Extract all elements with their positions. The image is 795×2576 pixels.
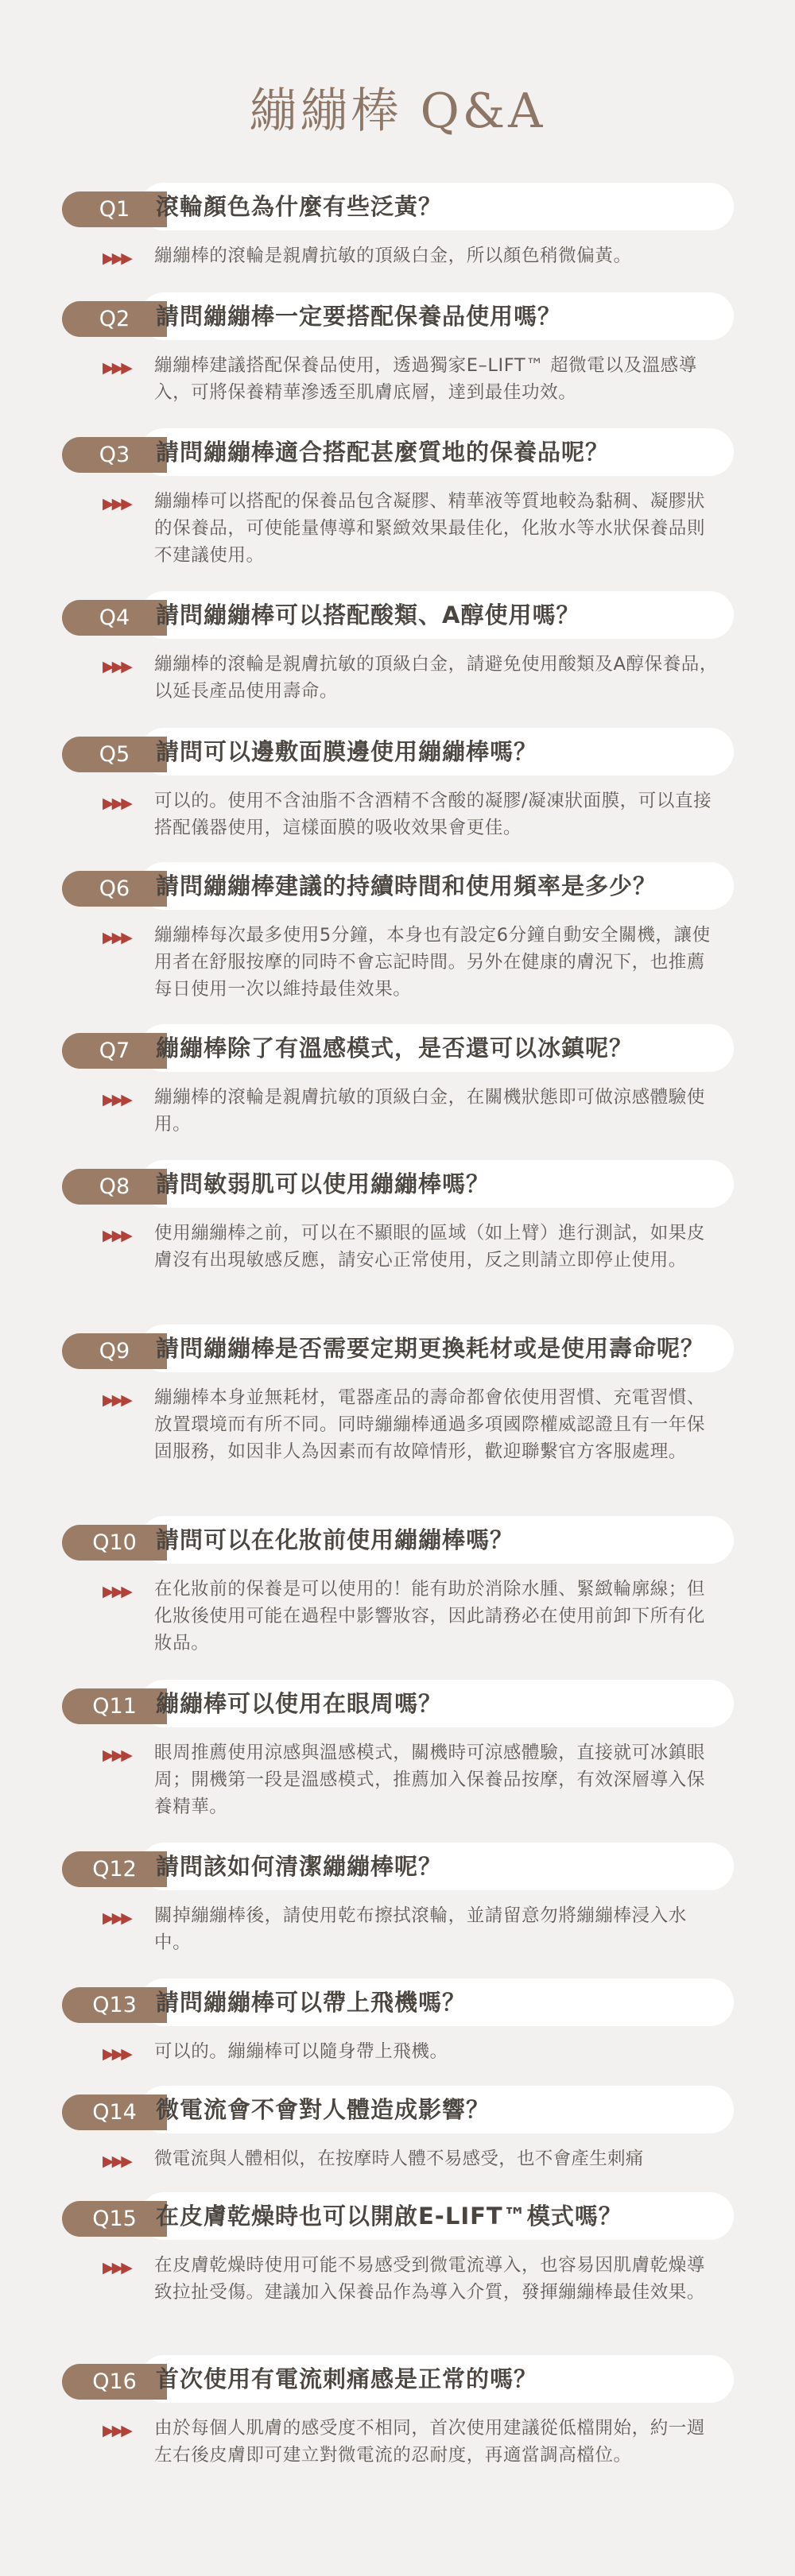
question-text: 在皮膚乾燥時也可以開啟E-LIFT™模式嗎？ xyxy=(156,2203,622,2230)
question-text: 請問可以在化妝前使用繃繃棒嗎？ xyxy=(156,1526,514,1553)
page-title: 繃繃棒 Q&A xyxy=(249,83,546,139)
answer-text: 在化妝前的保養是可以使用的！能有助於消除水腫、緊緻輪廓線；但化妝後使用可能在過程中影響妝容，因此請務必在使用前卸下所有化妝品。 xyxy=(154,1579,706,1654)
question-row xyxy=(62,292,734,340)
answer-text: 由於每個人肌膚的感受度不相同，首次使用建議從低檔開始，約一週左右後皮膚即可建立對微電流的忍耐度，再適當調高檔位。 xyxy=(154,2418,706,2466)
arrow-bullet-icon: ▶▶▶ xyxy=(103,1227,130,1244)
question-number-badge: Q11 xyxy=(62,1688,167,1724)
answer-text: 使用繃繃棒之前，可以在不顯眼的區域（如上臂）進行測試，如果皮膚沒有出現敏感反應，請安心正常使用，反之則請立即停止使用。 xyxy=(154,1223,706,1271)
question-row xyxy=(62,862,734,910)
question-number-badge: Q1 xyxy=(62,191,167,227)
question-text: 滾輪顏色為什麼有些泛黃？ xyxy=(156,193,443,220)
arrow-bullet-icon: ▶▶▶ xyxy=(103,2045,130,2063)
answer-text: 可以的。使用不含油脂不含酒精不含酸的凝膠/凝凍狀面膜，可以直接搭配儀器使用，這樣面膜的吸收效果會更佳。 xyxy=(154,791,712,838)
question-row xyxy=(62,2355,734,2403)
question-row xyxy=(62,428,734,476)
answer-text: 繃繃棒可以搭配的保養品包含凝膠、精華液等質地較為黏稠、凝膠狀的保養品，可使能量傳導和緊緻效果最佳化，化妝水等水狀保養品則不建議使用。 xyxy=(154,491,706,566)
question-text: 請問繃繃棒適合搭配甚麼質地的保養品呢？ xyxy=(156,439,610,466)
question-row xyxy=(62,728,734,776)
arrow-bullet-icon: ▶▶▶ xyxy=(103,495,130,512)
answer-text: 在皮膚乾燥時使用可能不易感受到微電流導入，也容易因肌膚乾燥導致拉扯受傷。建議加入保養品作為導入介質，發揮繃繃棒最佳效果。 xyxy=(154,2255,706,2303)
question-text: 請問繃繃棒可以搭配酸類、A醇使用嗎？ xyxy=(156,601,580,629)
question-text: 請問敏弱肌可以使用繃繃棒嗎？ xyxy=(156,1170,491,1197)
question-row xyxy=(62,1978,734,2026)
question-row xyxy=(62,1516,734,1564)
question-number-badge: Q7 xyxy=(62,1033,167,1069)
question-text: 繃繃棒可以使用在眼周嗎？ xyxy=(156,1690,443,1717)
answer-text: 眼周推薦使用涼感與溫感模式，關機時可涼感體驗，直接就可冰鎮眼周；開機第一段是溫感模式，推薦加入保養品按摩，有效深層導入保養精華。 xyxy=(154,1742,706,1817)
arrow-bullet-icon: ▶▶▶ xyxy=(103,249,130,267)
question-number-badge: Q2 xyxy=(62,301,167,337)
question-number-badge: Q16 xyxy=(62,2364,167,2400)
question-row xyxy=(62,1680,734,1727)
answer-text: 繃繃棒的滾輪是親膚抗敏的頂級白金，在關機狀態即可做涼感體驗使用。 xyxy=(154,1087,706,1135)
question-text: 繃繃棒除了有溫感模式，是否還可以冰鎮呢？ xyxy=(156,1035,634,1062)
arrow-bullet-icon: ▶▶▶ xyxy=(103,1583,130,1600)
question-number-badge: Q5 xyxy=(62,737,167,772)
arrow-bullet-icon: ▶▶▶ xyxy=(103,795,130,812)
question-number-badge: Q4 xyxy=(62,600,167,636)
answer-text: 關掉繃繃棒後，請使用乾布擦拭滾輪，並請留意勿將繃繃棒浸入水中。 xyxy=(154,1905,687,1953)
arrow-bullet-icon: ▶▶▶ xyxy=(103,929,130,946)
question-number-badge: Q13 xyxy=(62,1987,167,2023)
arrow-bullet-icon: ▶▶▶ xyxy=(103,359,130,377)
question-text: 請問繃繃棒建議的持續時間和使用頻率是多少？ xyxy=(156,872,657,899)
question-number-badge: Q9 xyxy=(62,1333,167,1369)
arrow-bullet-icon: ▶▶▶ xyxy=(103,1909,130,1927)
question-text: 請問繃繃棒一定要搭配保養品使用嗎？ xyxy=(156,303,562,330)
arrow-bullet-icon: ▶▶▶ xyxy=(103,2422,130,2439)
answer-text: 可以的。繃繃棒可以隨身帶上飛機。 xyxy=(154,2041,448,2062)
question-number-badge: Q12 xyxy=(62,1851,167,1887)
arrow-bullet-icon: ▶▶▶ xyxy=(103,2259,130,2276)
question-text: 請問可以邊敷面膜邊使用繃繃棒嗎？ xyxy=(156,738,538,765)
answer-text: 繃繃棒建議搭配保養品使用，透過獨家E–LIFT™ 超微電以及溫感導入，可將保養精華滲透至肌膚底層，達到最佳功效。 xyxy=(154,355,697,403)
question-row xyxy=(62,2086,734,2133)
arrow-bullet-icon: ▶▶▶ xyxy=(103,1091,130,1108)
question-row xyxy=(62,1024,734,1072)
question-number-badge: Q3 xyxy=(62,437,167,473)
question-row xyxy=(62,1160,734,1208)
question-number-badge: Q14 xyxy=(62,2094,167,2130)
arrow-bullet-icon: ▶▶▶ xyxy=(103,1391,130,1409)
question-text: 請問該如何清潔繃繃棒呢？ xyxy=(156,1853,443,1880)
question-row xyxy=(62,591,734,639)
answer-text: 繃繃棒的滾輪是親膚抗敏的頂級白金，請避免使用酸類及A醇保養品，以延長產品使用壽命。 xyxy=(154,654,718,702)
question-number-badge: Q15 xyxy=(62,2201,167,2237)
answer-text: 微電流與人體相似，在按摩時人體不易感受，也不會產生刺痛 xyxy=(154,2149,644,2169)
answer-text: 繃繃棒本身並無耗材，電器產品的壽命都會依使用習慣、充電習慣、放置環境而有所不同。同時繃繃棒通過多項國際權威認證且有一年保固服務，如因非人為因素而有故障情形，歡迎聯繫官方客服處理。 xyxy=(154,1387,706,1462)
arrow-bullet-icon: ▶▶▶ xyxy=(103,1746,130,1764)
question-text: 請問繃繃棒可以帶上飛機嗎？ xyxy=(156,1989,467,2016)
question-row xyxy=(62,1843,734,1890)
question-text: 微電流會不會對人體造成影響？ xyxy=(156,2096,491,2123)
question-text: 首次使用有電流刺痛感是正常的嗎？ xyxy=(156,2365,538,2392)
question-text: 請問繃繃棒是否需要定期更換耗材或是使用壽命呢？ xyxy=(156,1335,705,1362)
question-row xyxy=(62,183,734,230)
answer-text: 繃繃棒的滾輪是親膚抗敏的頂級白金，所以顏色稍微偏黃。 xyxy=(154,246,632,266)
arrow-bullet-icon: ▶▶▶ xyxy=(103,658,130,675)
question-number-badge: Q8 xyxy=(62,1169,167,1205)
question-row xyxy=(62,1325,734,1372)
arrow-bullet-icon: ▶▶▶ xyxy=(103,2152,130,2170)
answer-text: 繃繃棒每次最多使用5分鐘，本身也有設定6分鐘自動安全關機，讓使用者在舒服按摩的同時不會忘記時間。另外在健康的膚況下，也推薦每日使用一次以維持最佳效果。 xyxy=(154,925,711,1000)
question-number-badge: Q10 xyxy=(62,1525,167,1561)
question-row xyxy=(62,2192,734,2240)
question-number-badge: Q6 xyxy=(62,871,167,907)
